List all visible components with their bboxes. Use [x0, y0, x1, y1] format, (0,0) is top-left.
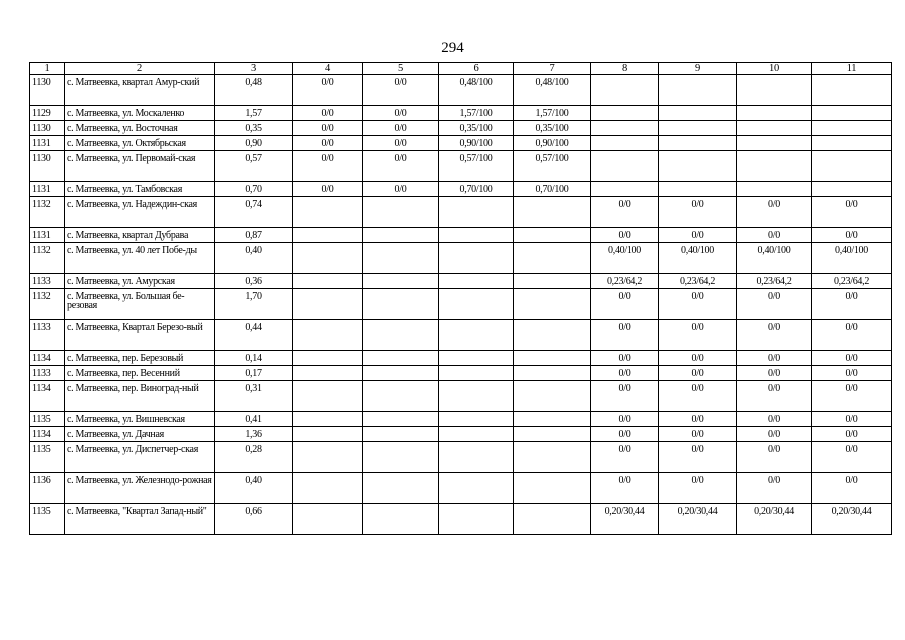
value-cell: [439, 366, 514, 381]
value-cell: [363, 274, 439, 289]
value-cell: [439, 504, 514, 535]
value-cell: 0,20/30,44: [812, 504, 892, 535]
column-header-6: 6: [439, 63, 514, 75]
row-number-cell: 1133: [30, 320, 65, 351]
value-cell: 0,35/100: [439, 121, 514, 136]
value-cell: 0/0: [737, 442, 812, 473]
row-number-cell: 1130: [30, 151, 65, 182]
value-cell: 0/0: [591, 366, 659, 381]
value-cell: 0,90/100: [514, 136, 591, 151]
value-cell: 0/0: [812, 427, 892, 442]
value-cell: [363, 504, 439, 535]
value-cell: 0/0: [293, 106, 363, 121]
value-cell: [591, 75, 659, 106]
value-cell: 0/0: [737, 228, 812, 243]
value-cell: 0,90: [215, 136, 293, 151]
value-cell: [591, 151, 659, 182]
value-cell: 0/0: [812, 351, 892, 366]
value-cell: 0,48: [215, 75, 293, 106]
row-number-cell: 1131: [30, 182, 65, 197]
value-cell: [737, 121, 812, 136]
value-cell: [293, 228, 363, 243]
value-cell: 0/0: [659, 197, 737, 228]
value-cell: 1,57/100: [514, 106, 591, 121]
column-header-9: 9: [659, 63, 737, 75]
value-cell: [514, 381, 591, 412]
value-cell: [363, 381, 439, 412]
table-row: [30, 75, 892, 106]
value-cell: 0,41: [215, 412, 293, 427]
value-cell: 0/0: [812, 197, 892, 228]
value-cell: 0/0: [659, 289, 737, 320]
value-cell: 0/0: [812, 442, 892, 473]
table-body: [30, 75, 892, 535]
value-cell: 0/0: [591, 289, 659, 320]
value-cell: 0,23/64,2: [737, 274, 812, 289]
value-cell: 0,40: [215, 243, 293, 274]
value-cell: [812, 121, 892, 136]
value-cell: [812, 182, 892, 197]
value-cell: 1,36: [215, 427, 293, 442]
street-name-cell: с. Матвеевка, ул. Железнодо-рожная: [65, 473, 215, 504]
row-number-cell: 1130: [30, 121, 65, 136]
value-cell: [363, 289, 439, 320]
column-header-10: 10: [737, 63, 812, 75]
value-cell: [293, 381, 363, 412]
value-cell: [363, 243, 439, 274]
value-cell: 0/0: [659, 412, 737, 427]
value-cell: 0/0: [591, 381, 659, 412]
street-name-cell: с. Матвеевка, "Квартал Запад-ный": [65, 504, 215, 535]
value-cell: 0,57/100: [514, 151, 591, 182]
value-cell: [659, 75, 737, 106]
street-name-cell: с. Матвеевка, квартал Дубрава: [65, 228, 215, 243]
value-cell: [293, 197, 363, 228]
value-cell: [439, 427, 514, 442]
value-cell: 0/0: [363, 75, 439, 106]
value-cell: 0/0: [737, 412, 812, 427]
value-cell: 0/0: [659, 427, 737, 442]
value-cell: [363, 366, 439, 381]
value-cell: 0,31: [215, 381, 293, 412]
value-cell: [591, 182, 659, 197]
value-cell: [659, 121, 737, 136]
value-cell: 0,70/100: [439, 182, 514, 197]
table-row: [30, 151, 892, 182]
value-cell: [659, 106, 737, 121]
value-cell: 0,66: [215, 504, 293, 535]
value-cell: [363, 320, 439, 351]
row-number-cell: 1134: [30, 381, 65, 412]
value-cell: [514, 366, 591, 381]
value-cell: 0,17: [215, 366, 293, 381]
column-header-4: 4: [293, 63, 363, 75]
street-name-cell: с. Матвеевка, ул. Большая бе-резовая: [65, 289, 215, 320]
value-cell: 0/0: [363, 182, 439, 197]
value-cell: [293, 412, 363, 427]
value-cell: 0/0: [737, 320, 812, 351]
value-cell: 0/0: [659, 381, 737, 412]
value-cell: [363, 442, 439, 473]
value-cell: [659, 136, 737, 151]
value-cell: [439, 289, 514, 320]
value-cell: 0,14: [215, 351, 293, 366]
value-cell: [812, 136, 892, 151]
table-row: [30, 442, 892, 473]
row-number-cell: 1129: [30, 106, 65, 121]
data-table: [29, 62, 892, 535]
value-cell: 0/0: [293, 75, 363, 106]
value-cell: [812, 151, 892, 182]
table-row: [30, 351, 892, 366]
street-name-cell: с. Матвеевка, ул. Надеждин-ская: [65, 197, 215, 228]
value-cell: 0,20/30,44: [659, 504, 737, 535]
value-cell: 0,70: [215, 182, 293, 197]
value-cell: [293, 274, 363, 289]
value-cell: 0,40: [215, 473, 293, 504]
column-header-1: 1: [30, 63, 65, 75]
value-cell: [293, 243, 363, 274]
value-cell: 0,87: [215, 228, 293, 243]
value-cell: [812, 75, 892, 106]
table-row: [30, 136, 892, 151]
header-row: [30, 63, 892, 75]
value-cell: 0,20/30,44: [591, 504, 659, 535]
value-cell: 0/0: [659, 351, 737, 366]
value-cell: [363, 228, 439, 243]
value-cell: 0/0: [737, 351, 812, 366]
value-cell: 0/0: [659, 473, 737, 504]
value-cell: [293, 351, 363, 366]
value-cell: [293, 366, 363, 381]
value-cell: 0,23/64,2: [659, 274, 737, 289]
table-row: [30, 182, 892, 197]
row-number-cell: 1135: [30, 442, 65, 473]
row-number-cell: 1133: [30, 274, 65, 289]
value-cell: 0/0: [591, 412, 659, 427]
value-cell: [737, 182, 812, 197]
column-header-2: 2: [65, 63, 215, 75]
value-cell: 0/0: [812, 228, 892, 243]
value-cell: 0,40/100: [659, 243, 737, 274]
value-cell: 0/0: [812, 366, 892, 381]
value-cell: 0/0: [591, 197, 659, 228]
value-cell: 0,57/100: [439, 151, 514, 182]
table-row: [30, 274, 892, 289]
value-cell: 0,40/100: [591, 243, 659, 274]
street-name-cell: с. Матвеевка, квартал Амур-ский: [65, 75, 215, 106]
value-cell: [363, 351, 439, 366]
value-cell: 0/0: [812, 320, 892, 351]
value-cell: 0,48/100: [514, 75, 591, 106]
column-header-3: 3: [215, 63, 293, 75]
value-cell: [514, 427, 591, 442]
value-cell: [812, 106, 892, 121]
value-cell: [439, 473, 514, 504]
value-cell: [293, 442, 363, 473]
table-row: [30, 412, 892, 427]
value-cell: [293, 504, 363, 535]
value-cell: 1,57/100: [439, 106, 514, 121]
value-cell: 0/0: [659, 442, 737, 473]
value-cell: [514, 504, 591, 535]
street-name-cell: с. Матвеевка, пер. Березовый: [65, 351, 215, 366]
row-number-cell: 1131: [30, 228, 65, 243]
value-cell: [591, 136, 659, 151]
value-cell: [737, 136, 812, 151]
value-cell: 0,28: [215, 442, 293, 473]
value-cell: 0/0: [591, 427, 659, 442]
value-cell: 0,57: [215, 151, 293, 182]
value-cell: 0/0: [591, 320, 659, 351]
value-cell: 1,57: [215, 106, 293, 121]
value-cell: [514, 473, 591, 504]
value-cell: [514, 228, 591, 243]
value-cell: 0/0: [812, 412, 892, 427]
value-cell: [293, 320, 363, 351]
value-cell: 0/0: [591, 473, 659, 504]
value-cell: [514, 197, 591, 228]
column-header-5: 5: [363, 63, 439, 75]
value-cell: [514, 442, 591, 473]
row-number-cell: 1131: [30, 136, 65, 151]
value-cell: 0/0: [812, 289, 892, 320]
value-cell: [737, 151, 812, 182]
value-cell: [363, 412, 439, 427]
value-cell: 0,20/30,44: [737, 504, 812, 535]
value-cell: [293, 427, 363, 442]
value-cell: 0/0: [737, 197, 812, 228]
value-cell: 0,40/100: [812, 243, 892, 274]
value-cell: [737, 106, 812, 121]
table-row: [30, 366, 892, 381]
value-cell: [439, 320, 514, 351]
value-cell: [737, 75, 812, 106]
value-cell: [514, 289, 591, 320]
table-row: [30, 427, 892, 442]
value-cell: 0/0: [293, 136, 363, 151]
value-cell: 0/0: [737, 427, 812, 442]
value-cell: 0/0: [659, 320, 737, 351]
value-cell: [514, 412, 591, 427]
value-cell: 1,70: [215, 289, 293, 320]
column-header-7: 7: [514, 63, 591, 75]
value-cell: 0,36: [215, 274, 293, 289]
value-cell: 0,23/64,2: [591, 274, 659, 289]
value-cell: 0/0: [293, 121, 363, 136]
value-cell: [439, 274, 514, 289]
row-number-cell: 1135: [30, 412, 65, 427]
street-name-cell: с. Матвеевка, ул. Амурская: [65, 274, 215, 289]
street-name-cell: с. Матвеевка, пер. Весенний: [65, 366, 215, 381]
value-cell: 0,90/100: [439, 136, 514, 151]
value-cell: 0,74: [215, 197, 293, 228]
street-name-cell: с. Матвеевка, ул. Восточная: [65, 121, 215, 136]
page-number: 294: [441, 40, 464, 56]
row-number-cell: 1134: [30, 351, 65, 366]
street-name-cell: с. Матвеевка, ул. Тамбовская: [65, 182, 215, 197]
value-cell: [439, 228, 514, 243]
value-cell: [363, 427, 439, 442]
value-cell: 0,44: [215, 320, 293, 351]
value-cell: [659, 182, 737, 197]
value-cell: [514, 351, 591, 366]
table-row: [30, 197, 892, 228]
row-number-cell: 1132: [30, 243, 65, 274]
row-number-cell: 1135: [30, 504, 65, 535]
value-cell: 0/0: [293, 151, 363, 182]
value-cell: [514, 243, 591, 274]
value-cell: 0/0: [659, 366, 737, 381]
value-cell: 0/0: [591, 351, 659, 366]
row-number-cell: 1130: [30, 75, 65, 106]
value-cell: 0/0: [812, 473, 892, 504]
value-cell: 0/0: [659, 228, 737, 243]
value-cell: [514, 320, 591, 351]
value-cell: [514, 274, 591, 289]
value-cell: 0,35/100: [514, 121, 591, 136]
value-cell: 0,48/100: [439, 75, 514, 106]
value-cell: 0/0: [591, 442, 659, 473]
table-row: [30, 320, 892, 351]
value-cell: [439, 351, 514, 366]
street-name-cell: с. Матвеевка, ул. Москаленко: [65, 106, 215, 121]
value-cell: 0,23/64,2: [812, 274, 892, 289]
street-name-cell: с. Матвеевка, Квартал Березо-вый: [65, 320, 215, 351]
value-cell: [591, 106, 659, 121]
value-cell: 0,40/100: [737, 243, 812, 274]
street-name-cell: с. Матвеевка, ул. 40 лет Побе-ды: [65, 243, 215, 274]
value-cell: 0/0: [363, 106, 439, 121]
row-number-cell: 1132: [30, 197, 65, 228]
row-number-cell: 1132: [30, 289, 65, 320]
value-cell: 0,35: [215, 121, 293, 136]
table-row: [30, 243, 892, 274]
value-cell: [439, 243, 514, 274]
value-cell: [439, 197, 514, 228]
street-name-cell: с. Матвеевка, ул. Октябрьская: [65, 136, 215, 151]
value-cell: 0/0: [812, 381, 892, 412]
value-cell: [363, 197, 439, 228]
value-cell: 0/0: [737, 366, 812, 381]
street-name-cell: с. Матвеевка, ул. Первомай-ская: [65, 151, 215, 182]
value-cell: 0/0: [363, 151, 439, 182]
table-row: [30, 121, 892, 136]
column-header-11: 11: [812, 63, 892, 75]
value-cell: [293, 289, 363, 320]
value-cell: 0/0: [363, 136, 439, 151]
value-cell: [439, 442, 514, 473]
street-name-cell: с. Матвеевка, ул. Вишневская: [65, 412, 215, 427]
value-cell: [659, 151, 737, 182]
value-cell: 0/0: [737, 381, 812, 412]
column-header-8: 8: [591, 63, 659, 75]
street-name-cell: с. Матвеевка, пер. Виноград-ный: [65, 381, 215, 412]
value-cell: 0/0: [363, 121, 439, 136]
table-row: [30, 504, 892, 535]
row-number-cell: 1136: [30, 473, 65, 504]
value-cell: 0/0: [591, 228, 659, 243]
value-cell: [439, 381, 514, 412]
street-name-cell: с. Матвеевка, ул. Дачная: [65, 427, 215, 442]
value-cell: 0/0: [737, 473, 812, 504]
row-number-cell: 1133: [30, 366, 65, 381]
table-row: [30, 106, 892, 121]
street-name-cell: с. Матвеевка, ул. Диспетчер-ская: [65, 442, 215, 473]
value-cell: [293, 473, 363, 504]
value-cell: [363, 473, 439, 504]
table-row: [30, 289, 892, 320]
value-cell: [591, 121, 659, 136]
row-number-cell: 1134: [30, 427, 65, 442]
value-cell: 0/0: [293, 182, 363, 197]
table-row: [30, 228, 892, 243]
value-cell: 0,70/100: [514, 182, 591, 197]
table-row: [30, 381, 892, 412]
table-row: [30, 473, 892, 504]
value-cell: 0/0: [737, 289, 812, 320]
value-cell: [439, 412, 514, 427]
